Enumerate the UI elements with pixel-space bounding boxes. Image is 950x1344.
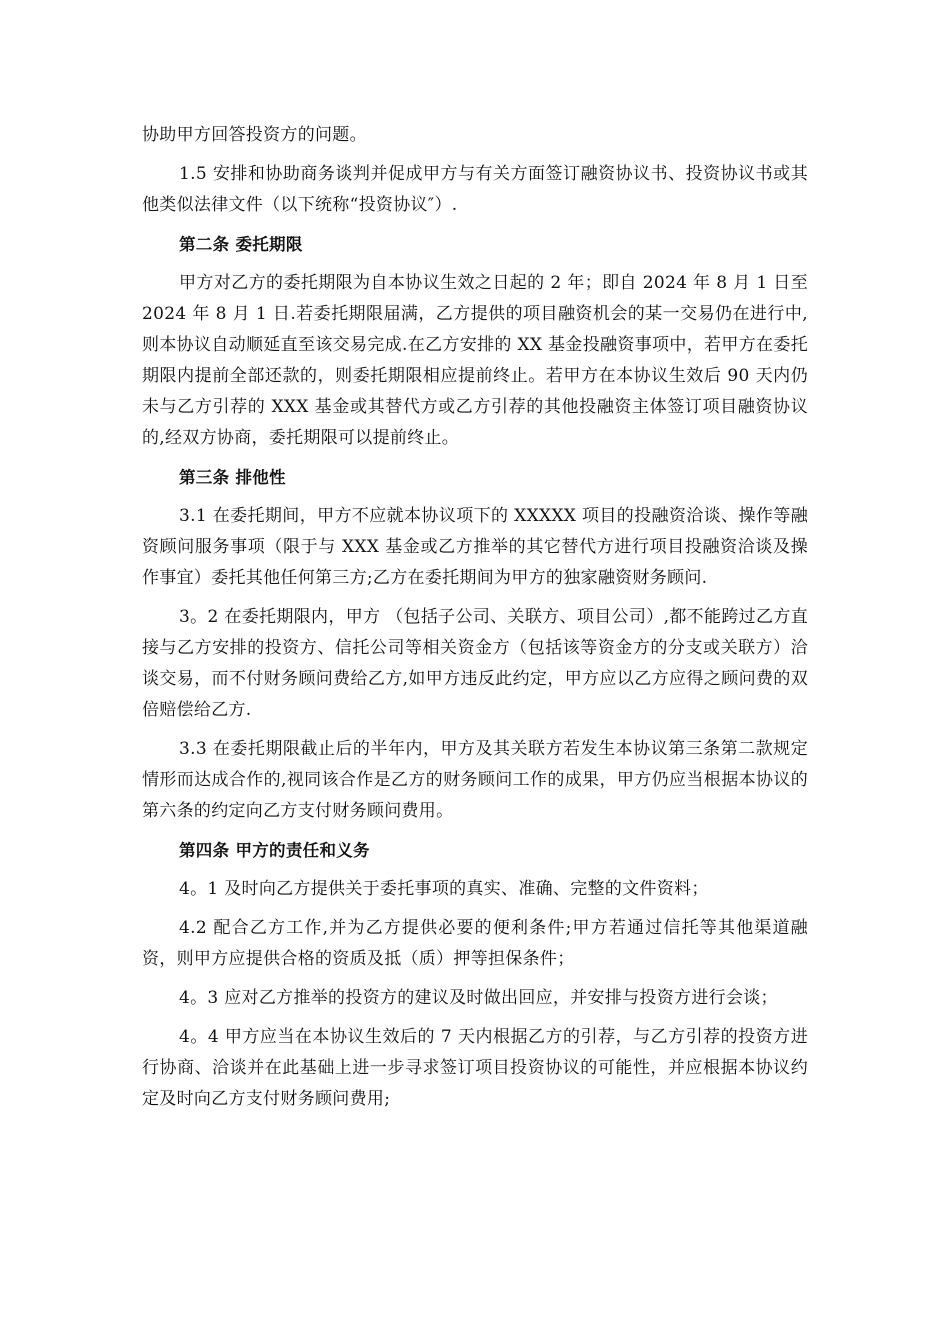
paragraph-clause-4-4: 4。4 甲方应当在本协议生效后的 7 天内根据乙方的引荐，与乙方引荐的投资方进行协商、洽谈并在此基础上进一步寻求签订项目投资协议的可能性，并应根据本协议约定及时向乙方支付财务顾问费用; xyxy=(142,1027,808,1109)
paragraph-clause-4-1: 4。1 及时向乙方提供关于委托事项的真实、准确、完整的文件资料； xyxy=(179,879,709,899)
section-heading-article-4: 第四条 甲方的责任和义务 xyxy=(179,841,370,860)
paragraph-clause-4-2: 4.2 配合乙方工作,并为乙方提供必要的便利条件;甲方若通过信托等其他渠道融资，则甲方应提供合格的资质及抵（质）押等担保条件； xyxy=(142,918,808,969)
paragraph-clause-4-3: 4。3 应对乙方推举的投资方的建议及时做出回应，并安排与投资方进行会谈； xyxy=(179,988,778,1008)
paragraph-clause-1-5: 1.5 安排和协助商务谈判并促成甲方与有关方面签订融资协议书、投资协议书或其他类似法律文件（以下统称“投资协议″）. xyxy=(142,164,808,215)
section-heading-article-2: 第二条 委托期限 xyxy=(179,235,303,254)
paragraph-clause-3-2: 3。2 在委托期限内，甲方 （包括子公司、关联方、项目公司）,都不能跨过乙方直接与乙方安排的投资方、信托公司等相关资金方（包括该等资金方的分支或关联方）洽谈交易，而不付财务顾问费给乙方,如甲方违反此约定，甲方应以乙方应得之顾问费的双倍赔偿给乙方. xyxy=(142,607,808,720)
section-heading-article-3: 第三条 排他性 xyxy=(179,468,286,487)
paragraph: 协助甲方回答投资方的问题。 xyxy=(142,125,367,145)
paragraph-term: 甲方对乙方的委托期限为自本协议生效之日起的 2 年；即自 2024 年 8 月 1 日至 2024 年 8 月 1 日.若委托期限届满，乙方提供的项目融资机会的某一交易仍在进行中,则本协议自动顺延直至该交易完成.在乙方安排的 XX 基金投融资事项中，若甲方在委托期限内提前全部还款的，则委托期限相应提前终止。若甲方在本协议生效后 90 天内仍未与乙方引荐的 XXX 基金或其替代方或乙方引荐的其他投融资主体签订项目融资协议的,经双方协商，委托期限可以提前终止。 xyxy=(142,273,808,448)
paragraph-clause-3-3: 3.3 在委托期限截止后的半年内，甲方及其关联方若发生本协议第三条第二款规定情形而达成合作的,视同该合作是乙方的财务顾问工作的成果，甲方仍应当根据本协议的第六条的约定向乙方支付财务顾问费用。 xyxy=(142,739,808,821)
paragraph-clause-3-1: 3.1 在委托期间，甲方不应就本协议项下的 XXXXX 项目的投融资洽谈、操作等融资顾问服务事项（限于与 XXX 基金或乙方推举的其它替代方进行项目投融资洽谈及操作事宜）委托其他任何第三方;乙方在委托期间为甲方的独家融资财务顾问. xyxy=(142,506,808,588)
document-body xyxy=(142,120,808,1115)
